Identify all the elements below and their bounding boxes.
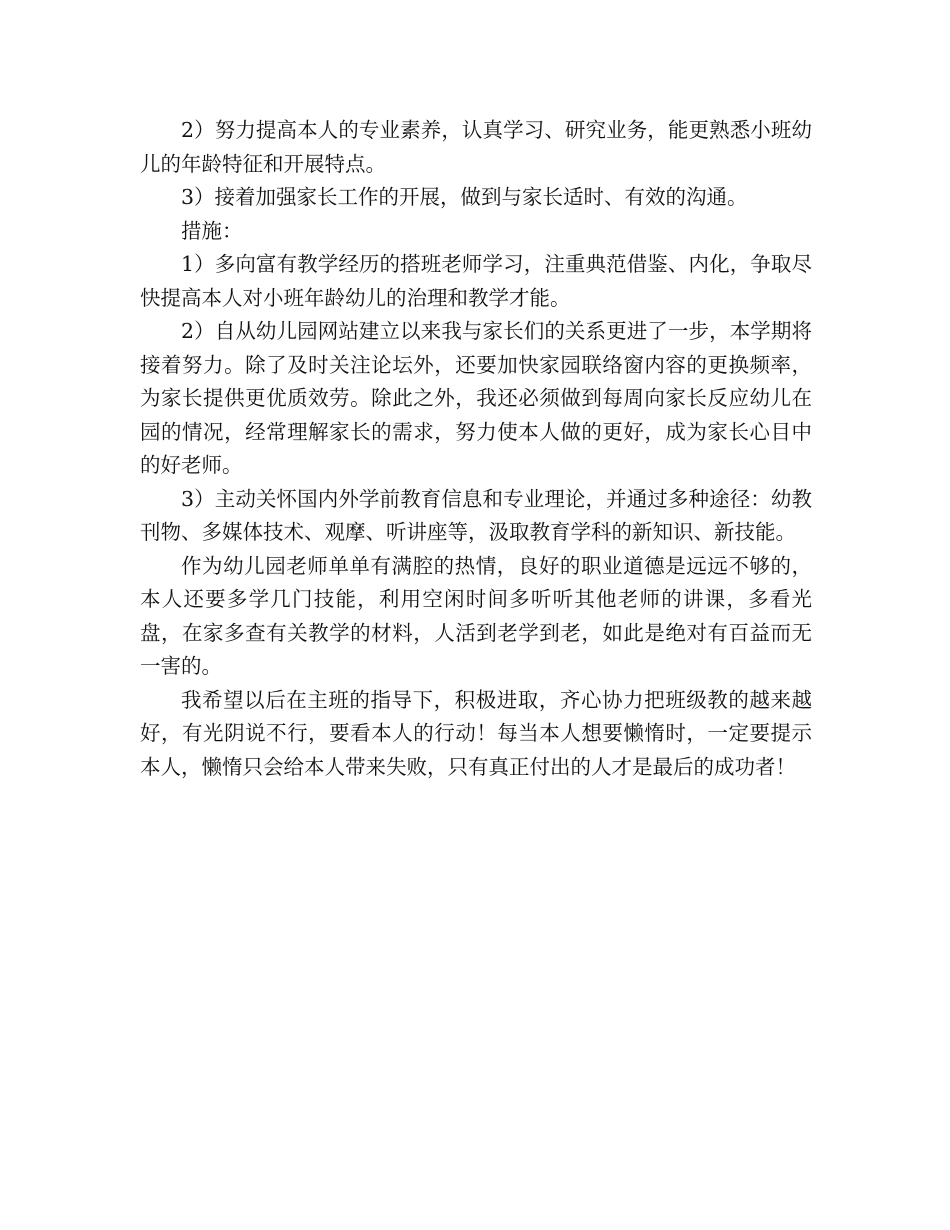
paragraph-conclusion: 我希望以后在主班的指导下，积极进取，齐心协力把班级教的越来越好，有光阴说不行，要看本人的行动！每当本人想要懒惰时，一定要提示本人，懒惰只会给本人带来失败，只有真正付出的人才是最后的成功者！ xyxy=(140,687,812,779)
paragraph-measures-heading: 措施： xyxy=(181,218,243,243)
paragraph-reflection: 作为幼儿园老师单单有满腔的热情，良好的职业道德是远远不够的，本人还要多学几门技能，利用空闲时间多听听其他老师的讲课，多看光盘，在家多查有关教学的材料，人活到老学到老，如此是绝对有百益而无一害的。 xyxy=(140,553,812,678)
paragraph-measure-1: 1）多向富有教学经历的搭班老师学习，注重典范借鉴、内化，争取尽快提高本人对小班年龄幼儿的治理和教学才能。 xyxy=(140,252,812,310)
paragraph-measure-2: 2）自从幼儿园网站建立以来我与家长们的关系更进了一步，本学期将接着努力。除了及时关注论坛外，还要加快家园联络窗内容的更换频率，为家长提供更优质效劳。除此之外，我还必须做到每周向家长反应幼儿在园的情况，经常理解家长的需求，努力使本人做的更好，成为家长心目中的好老师。 xyxy=(140,319,812,477)
paragraph-goal-3: 3）接着加强家长工作的开展，做到与家长适时、有效的沟通。 xyxy=(181,185,748,209)
document-body xyxy=(140,114,812,784)
paragraph-measure-3: 3）主动关怀国内外学前教育信息和专业理论，并通过多种途径：幼教刊物、多媒体技术、观摩、听讲座等，汲取教育学科的新知识、新技能。 xyxy=(140,486,812,544)
paragraph-goal-2: 2）努力提高本人的专业素养，认真学习、研究业务，能更熟悉小班幼儿的年龄特征和开展特点。 xyxy=(140,118,812,176)
